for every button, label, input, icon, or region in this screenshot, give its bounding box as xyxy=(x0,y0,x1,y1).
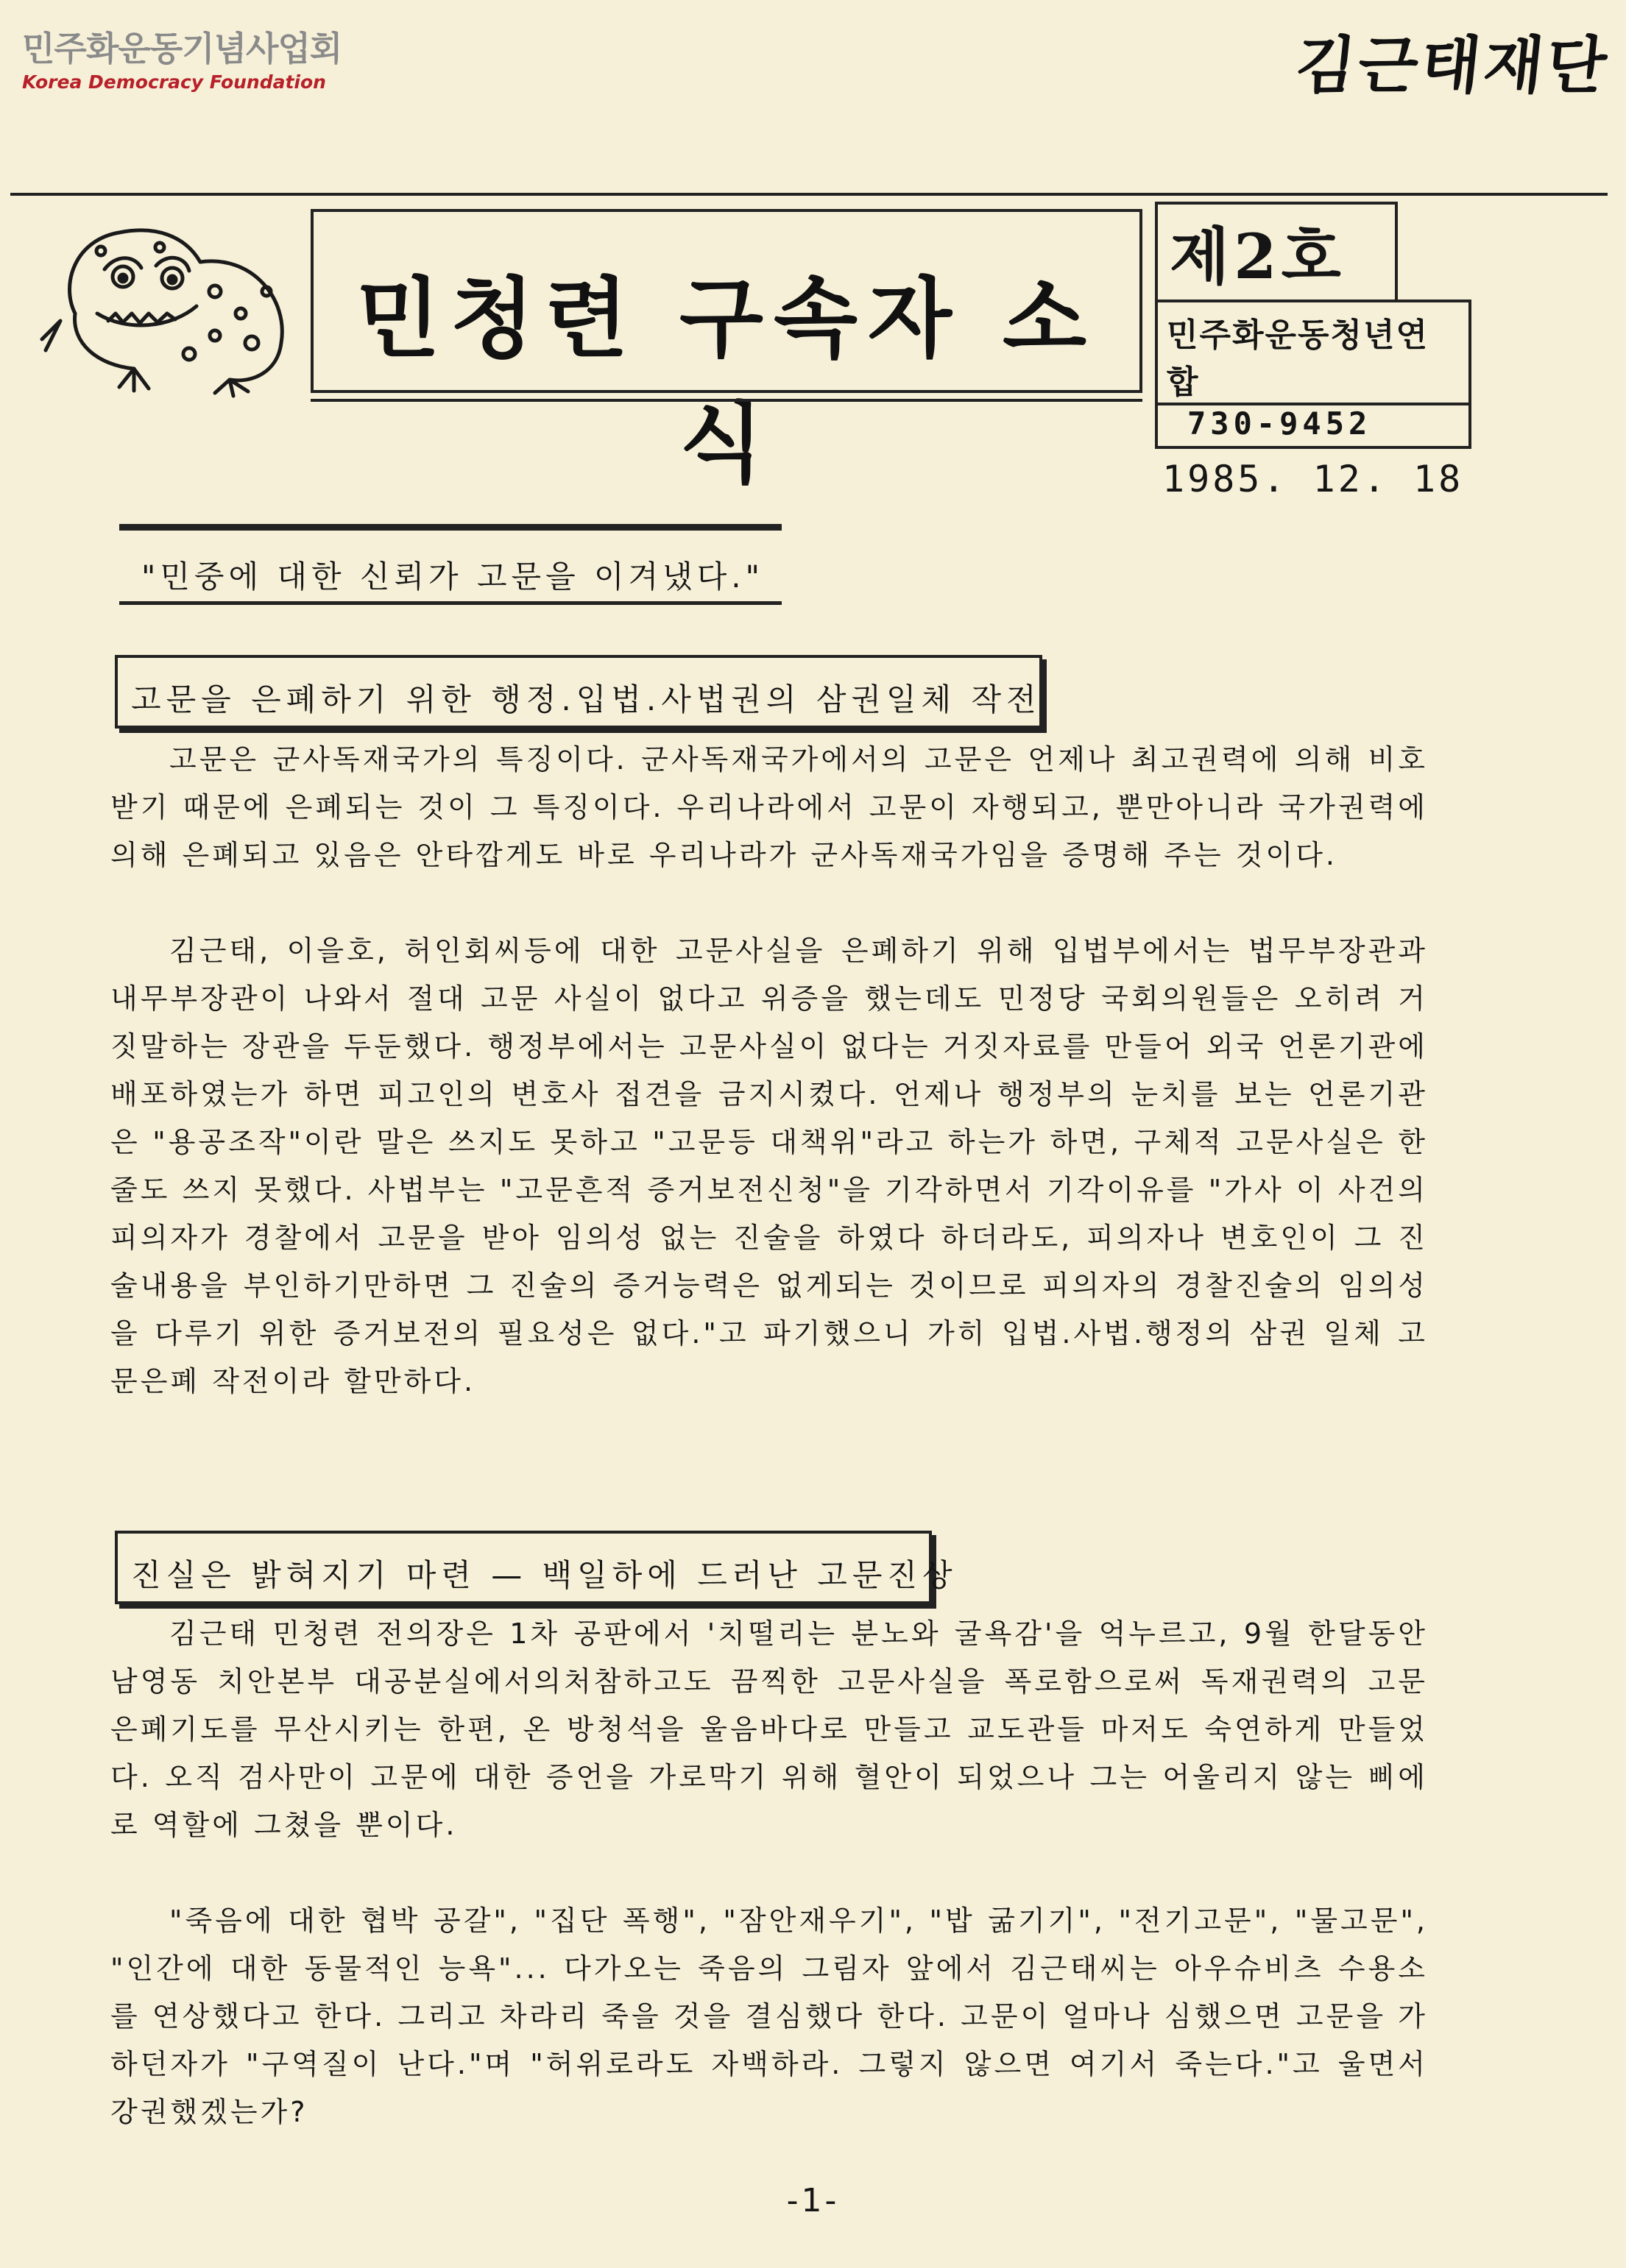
foundation-watermark xyxy=(22,28,342,94)
issue-date: 1985. 12. 18 xyxy=(1162,458,1464,500)
masthead xyxy=(10,193,1608,500)
headline: "민중에 대한 신뢰가 고문을 이겨냈다." xyxy=(141,559,764,595)
foundation-name-en: Korea Democracy Foundation xyxy=(22,71,326,93)
issue-number: 제2호 xyxy=(1155,202,1398,300)
section-heading: 진실은 밝혀지기 마련 — 백일하에 드러난 고문진상 xyxy=(131,1557,958,1593)
section-heading-box xyxy=(115,1531,958,1604)
section-heading: 고문을 은폐하기 위한 행정.입법.사법권의 삼권일체 작전 xyxy=(131,681,1042,717)
page-number: -1- xyxy=(786,2182,840,2219)
archive-stamp: 김근태재단 xyxy=(1292,29,1613,102)
foundation-name-ko: 민주화운동기념사업회 xyxy=(22,29,342,68)
paragraph: 김근태, 이을호, 허인회씨등에 대한 고문사실을 은폐하기 위해 입법부에서는 법무부장관과 내무부장관이 나와서 절대 고문 사실이 없다고 위증을 했는데도 민정당 국회의원들은 오히려 거짓말하는 장관을 두둔했다. 행정부에서는 고문사실이 없다는 거짓자료를 만들어 외국 언론기관에 배포하였는가 하면 피고인의 변호사 접견을 금지시켰다. 언제나 행정부의 눈치를 보는 언론기관은 "용공조작"이란 말은 쓰지도 못하고 "고문등 대책위"라고 하는가 하면, 구체적 고문사실은 한줄도 쓰지 못했다. 사법부는 "고문흔적 증거보전신청"을 기각하면서 기각이유를 "가사 이 사건의 피의자가 경찰에서 고문을 받아 임의성 없는 진술을 하였다 하더라도, 피의자나 변호인이 그 진술내용을 부인하기만하면 그 진술의 증거능력은 없게되는 것이므로 피의자의 경찰진술의 임의성을 다루기 위한 증거보전의 필요성은 없다."고 파기했으니 가히 입법.사법.행정의 삼권 일체 고문은폐 작전이라 할만하다. xyxy=(110,935,1428,1397)
headline-box xyxy=(119,524,782,605)
toad-mascot-icon xyxy=(31,203,303,398)
section-heading-box xyxy=(115,655,1042,729)
newsletter-title: 민청련 구속자 소식 xyxy=(356,267,1097,495)
publisher: 민주화운동청년연합 xyxy=(1155,300,1471,405)
newsletter-title-box xyxy=(311,209,1142,495)
issue-info xyxy=(1155,202,1471,500)
paragraph: "죽음에 대한 협박 공갈", "집단 폭행", "잠안재우기", "밥 굶기기", "전기고문", "물고문", "인간에 대한 동물적인 능욕"... 다가오는 죽음의 그림자 앞에서 김근태씨는 아우슈비츠 수용소를 연상했다고 한다. 그리고 차라리 죽을 것을 결심했다 한다. 고문이 얼마나 심했으면 고문을 가하던자가 "구역질이 난다."며 "허위로라도 자백하라. 그렇지 않으면 여기서 죽는다."고 울면서 강권했겠는가? xyxy=(110,1904,1428,2128)
publisher-phone: 730-9452 xyxy=(1155,405,1471,449)
paragraph: 고문은 군사독재국가의 특징이다. 군사독재국가에서의 고문은 언제나 최고권력에 의해 비호받기 때문에 은폐되는 것이 그 특징이다. 우리나라에서 고문이 자행되고, 뿐만아니라 국가권력에 의해 은폐되고 있음은 안타깝게도 바로 우리나라가 군사독재국가임을 증명해 주는 것이다. xyxy=(110,743,1428,871)
paragraph: 김근태 민청련 전의장은 1차 공판에서 '치떨리는 분노와 굴욕감'을 억누르고, 9월 한달동안 남영동 치안본부 대공분실에서의처참하고도 끔찍한 고문사실을 폭로함으로써 독재권력의 고문 은폐기도를 무산시키는 한편, 온 방청석을 울음바다로 만들고 교도관들 마저도 숙연하게 만들었다. 오직 검사만이 고문에 대한 증언을 가로막기 위해 혈안이 되었으나 그는 어울리지 않는 삐에로 역할에 그쳤을 뿐이다. xyxy=(110,1617,1428,1841)
